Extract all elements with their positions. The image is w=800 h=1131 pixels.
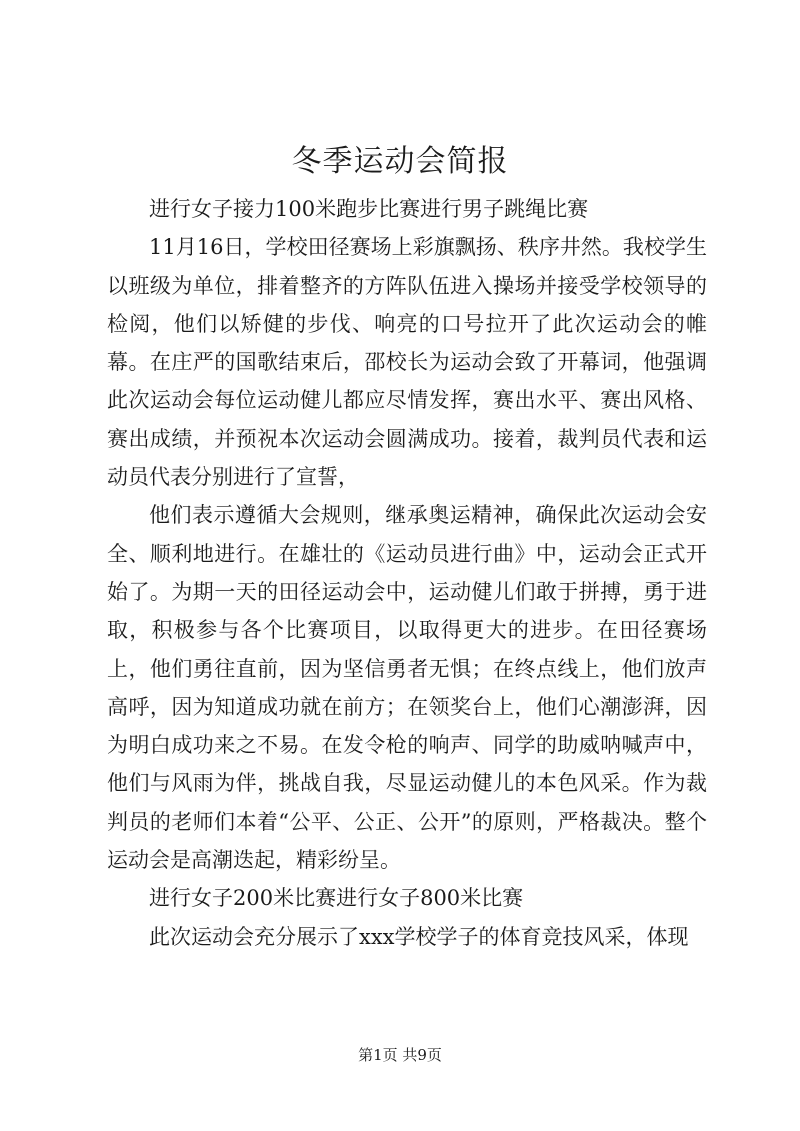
paragraph-event-line-1: 进行女子接力100米跑步比赛进行男子跳绳比赛 — [149, 197, 589, 221]
page-number-footer: 第1页 共9页 — [358, 1046, 442, 1064]
paragraph-opening: 11月16日，学校田径赛场上彩旗飘扬、秩序井然。我校学生以班级为单位，排着整齐的方阵队伍进入操场并接受学校领导的检阅，他们以矫健的步伐、响亮的口号拉开了此次运动会的帷幕。在庄严的国歌结束后，邵校长为运动会致了开幕词，他强调此次运动会每位运动健儿都应尽情发挥，赛出水平、赛出风格、赛出成绩，并预祝本次运动会圆满成功。接着，裁判员代表和运动员代表分别进行了宣誓， — [107, 235, 707, 490]
paragraph-event-line-2: 进行女子200米比赛进行女子800米比赛 — [149, 886, 524, 911]
document-body — [107, 190, 707, 956]
paragraph-competition: 他们表示遵循大会规则，继承奥运精神，确保此次运动会安全、顺利地进行。在雄壮的《运动员进行曲》中，运动会正式开始了。为期一天的田径运动会中，运动健儿们敢于拼搏，勇于进取，积极参与各个比赛项目，以取得更大的进步。在田径赛场上，他们勇往直前，因为坚信勇者无惧；在终点线上，他们放声高呼，因为知道成功就在前方；在领奖台上，他们心潮澎湃，因为明白成功来之不易。在发令枪的响声、同学的助威呐喊声中，他们与风雨为伴，挑战自我，尽显运动健儿的本色风采。作为裁判员的老师们本着“公平、公正、公开”的原则，严格裁决。整个运动会是高潮迭起，精彩纷呈。 — [107, 503, 707, 873]
paragraph-summary: 此次运动会充分展示了xxx学校学子的体育竞技风采，体现 — [149, 924, 689, 949]
document-title: 冬季运动会简报 — [291, 144, 509, 179]
